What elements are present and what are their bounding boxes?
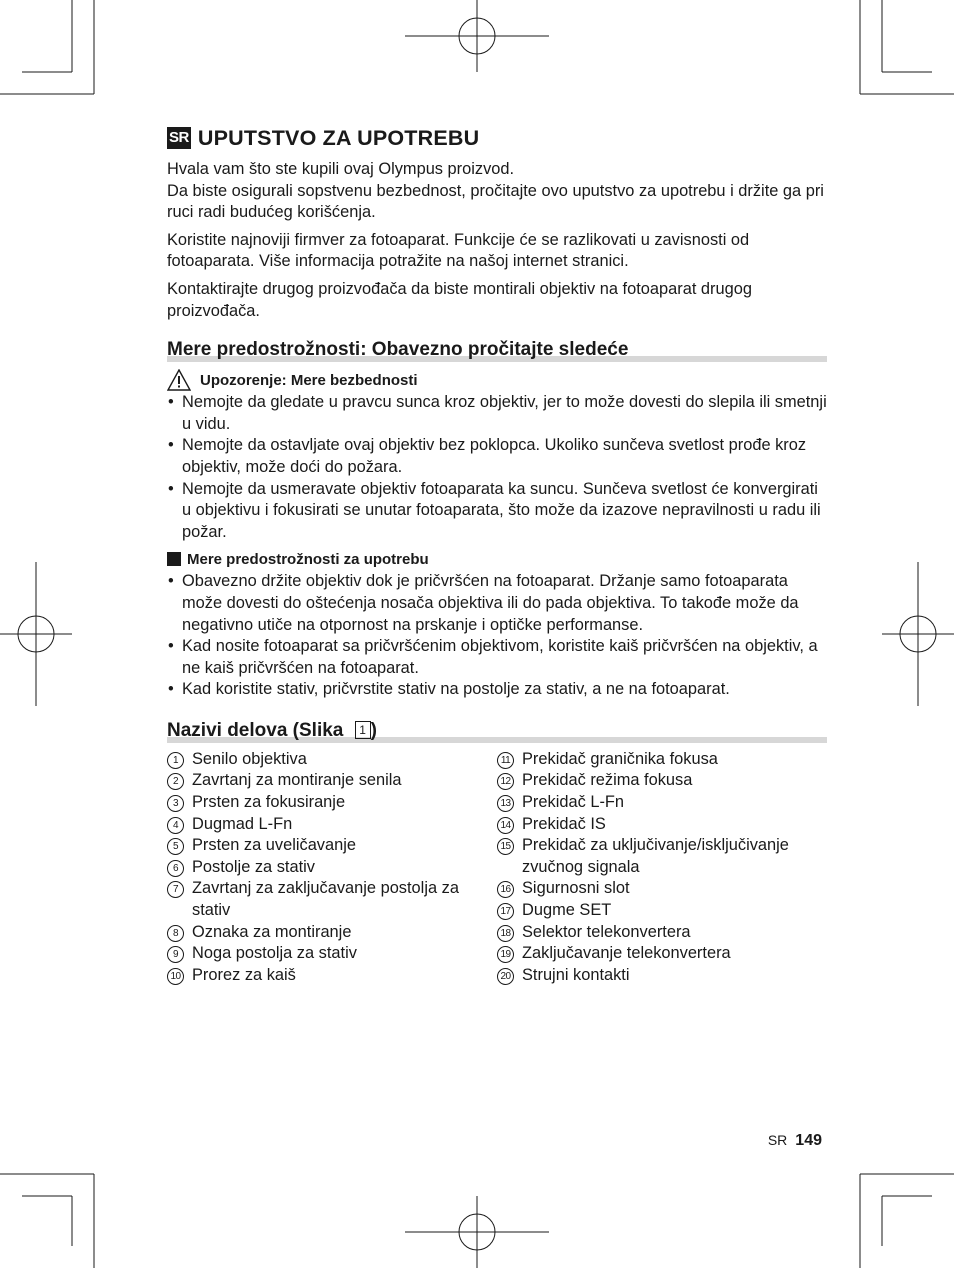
part-label: Prekidač IS <box>522 814 606 833</box>
part-item <box>497 792 827 814</box>
warning-title: Upozorenje: Mere bezbednosti <box>200 371 418 389</box>
part-label: Oznaka za montiranje <box>192 922 352 941</box>
intro-paragraph-2: Koristite najnoviji firmver za fotoaparat. Funkcije će se razlikovati u zavisnosti od fotoaparata. Više informacija potražite na našoj internet stranici. <box>167 230 750 271</box>
part-label: Prsten za uveličavanje <box>192 836 356 855</box>
part-label: Prekidač režima fokusa <box>522 771 693 790</box>
part-label: Prekidač graničnika fokusa <box>522 749 718 768</box>
parts-heading-text <box>167 719 377 743</box>
part-item <box>167 965 497 987</box>
part-number-badge: 6 <box>167 860 184 877</box>
parts-heading-close: ) <box>370 719 377 741</box>
part-item <box>497 878 827 900</box>
part-number-badge: 3 <box>167 795 184 812</box>
part-item <box>497 943 827 965</box>
page-title-text: UPUTSTVO ZA UPOTREBU <box>197 125 480 150</box>
part-number-badge: 13 <box>497 795 514 812</box>
part-label: Postolje za stativ <box>192 857 315 876</box>
language-badge: SR <box>167 127 191 149</box>
part-number-badge: 7 <box>167 881 184 898</box>
part-item <box>497 814 827 836</box>
part-label: Prekidač za uključivanje/isključivanje zvučnog signala <box>522 836 789 876</box>
part-number-badge: 4 <box>167 817 184 834</box>
parts-column-right <box>497 749 827 987</box>
part-label: Noga postolja za stativ <box>192 944 357 963</box>
part-label: Zavrtanj za zaključavanje postolja za stativ <box>192 879 459 920</box>
parts-heading <box>167 715 827 743</box>
list-item: • Kad koristite stativ, pričvrstite stativ na postolje za stativ, a ne na fotoaparat. <box>167 679 827 701</box>
part-label: Zaključavanje telekonvertera <box>522 944 731 963</box>
part-number-badge: 1 <box>167 752 184 769</box>
part-label: Dugmad L-Fn <box>192 814 293 833</box>
part-number-badge: 9 <box>167 946 184 963</box>
list-item: • Kad nosite fotoaparat sa pričvršćenim objektivom, koristite kaiš pričvršćen na objektiv, a ne kaiš pričvršćen na fotoaparat. <box>167 636 827 679</box>
part-item <box>167 922 497 944</box>
parts-list <box>167 749 827 987</box>
figure-ref-box: 1 <box>355 721 371 739</box>
part-item <box>167 835 497 857</box>
part-number-badge: 2 <box>167 773 184 790</box>
part-item <box>167 814 497 836</box>
part-number-badge: 12 <box>497 773 514 790</box>
parts-heading-label: Nazivi delova (Slika <box>167 719 349 741</box>
part-item <box>167 878 497 921</box>
intro-paragraph-3: Kontaktirajte drugog proizvođača da biste montirali objektiv na fotoaparat drugog proizvođača. <box>167 279 752 320</box>
list-item: • Nemojte da usmeravate objektiv fotoaparata ka suncu. Sunčeva svetlost će konvergirati u objektivu i fokusirati se unutar fotoaparata, što može da izazove nepravilnosti u radu ili požar. <box>167 479 827 544</box>
part-label: Prsten za fokusiranje <box>192 793 346 812</box>
part-label: Prekidač L-Fn <box>522 793 625 812</box>
part-item <box>167 749 497 771</box>
part-label: Strujni kontakti <box>522 965 630 984</box>
part-number-badge: 17 <box>497 903 514 920</box>
warning-icon <box>167 369 191 391</box>
warning-list <box>167 392 827 543</box>
part-number-badge: 11 <box>497 752 514 769</box>
part-item <box>167 857 497 879</box>
part-label: Selektor telekonvertera <box>522 922 691 941</box>
list-item: • Nemojte da ostavljate ovaj objektiv bez poklopca. Ukoliko sunčeva svetlost prođe kroz objektiv, može doći do požara. <box>167 435 827 478</box>
part-item <box>497 770 827 792</box>
part-item <box>167 943 497 965</box>
page-title <box>167 122 827 154</box>
usage-title: Mere predostrožnosti za upotrebu <box>187 550 429 568</box>
part-number-badge: 14 <box>497 817 514 834</box>
part-label: Dugme SET <box>522 901 612 920</box>
usage-list <box>167 571 827 701</box>
manual-page <box>167 122 827 986</box>
part-label: Zavrtanj za montiranje senila <box>192 771 402 790</box>
footer-language: SR <box>767 1132 788 1148</box>
part-item <box>497 922 827 944</box>
part-number-badge: 16 <box>497 881 514 898</box>
intro-paragraph-1: Hvala vam što ste kupili ovaj Olympus proizvod. Da biste osigurali sopstvenu bezbednost, pročitajte ovo uputstvo za upotrebu i držite ga pri ruci radi budućeg korišćenja. <box>167 160 824 222</box>
precautions-heading-text: Mere predostrožnosti: Obavezno pročitajte sledeće <box>167 339 629 361</box>
part-item <box>497 835 827 878</box>
list-item: • Nemojte da gledate u pravcu sunca kroz objektiv, jer to može dovesti do slepila ili smetnji u vidu. <box>167 392 827 435</box>
part-item <box>167 770 497 792</box>
list-item: • Obavezno držite objektiv dok je pričvršćen na fotoaparat. Držanje samo fotoaparata može dovesti do oštećenja nosača objektiva ili do pada objektiva. To takođe može da negativno utiče na otpornost na prskanje i optičke performanse. <box>167 571 827 636</box>
part-item <box>497 965 827 987</box>
part-number-badge: 19 <box>497 946 514 963</box>
usage-subheading <box>167 547 827 571</box>
part-item <box>497 900 827 922</box>
part-number-badge: 10 <box>167 968 184 985</box>
part-number-badge: 20 <box>497 968 514 985</box>
parts-column-left <box>167 749 497 987</box>
part-label: Sigurnosni slot <box>522 879 630 898</box>
page-footer <box>768 1132 822 1150</box>
part-number-badge: 8 <box>167 925 184 942</box>
part-label: Prorez za kaiš <box>192 965 296 984</box>
part-number-badge: 18 <box>497 925 514 942</box>
warning-subheading <box>167 368 827 392</box>
precautions-heading <box>167 334 827 362</box>
part-number-badge: 15 <box>497 838 514 855</box>
part-item <box>497 749 827 771</box>
square-bullet-icon <box>167 552 181 566</box>
page-number: 149 <box>795 1132 822 1149</box>
part-item <box>167 792 497 814</box>
part-number-badge: 5 <box>167 838 184 855</box>
part-label: Senilo objektiva <box>192 749 307 768</box>
